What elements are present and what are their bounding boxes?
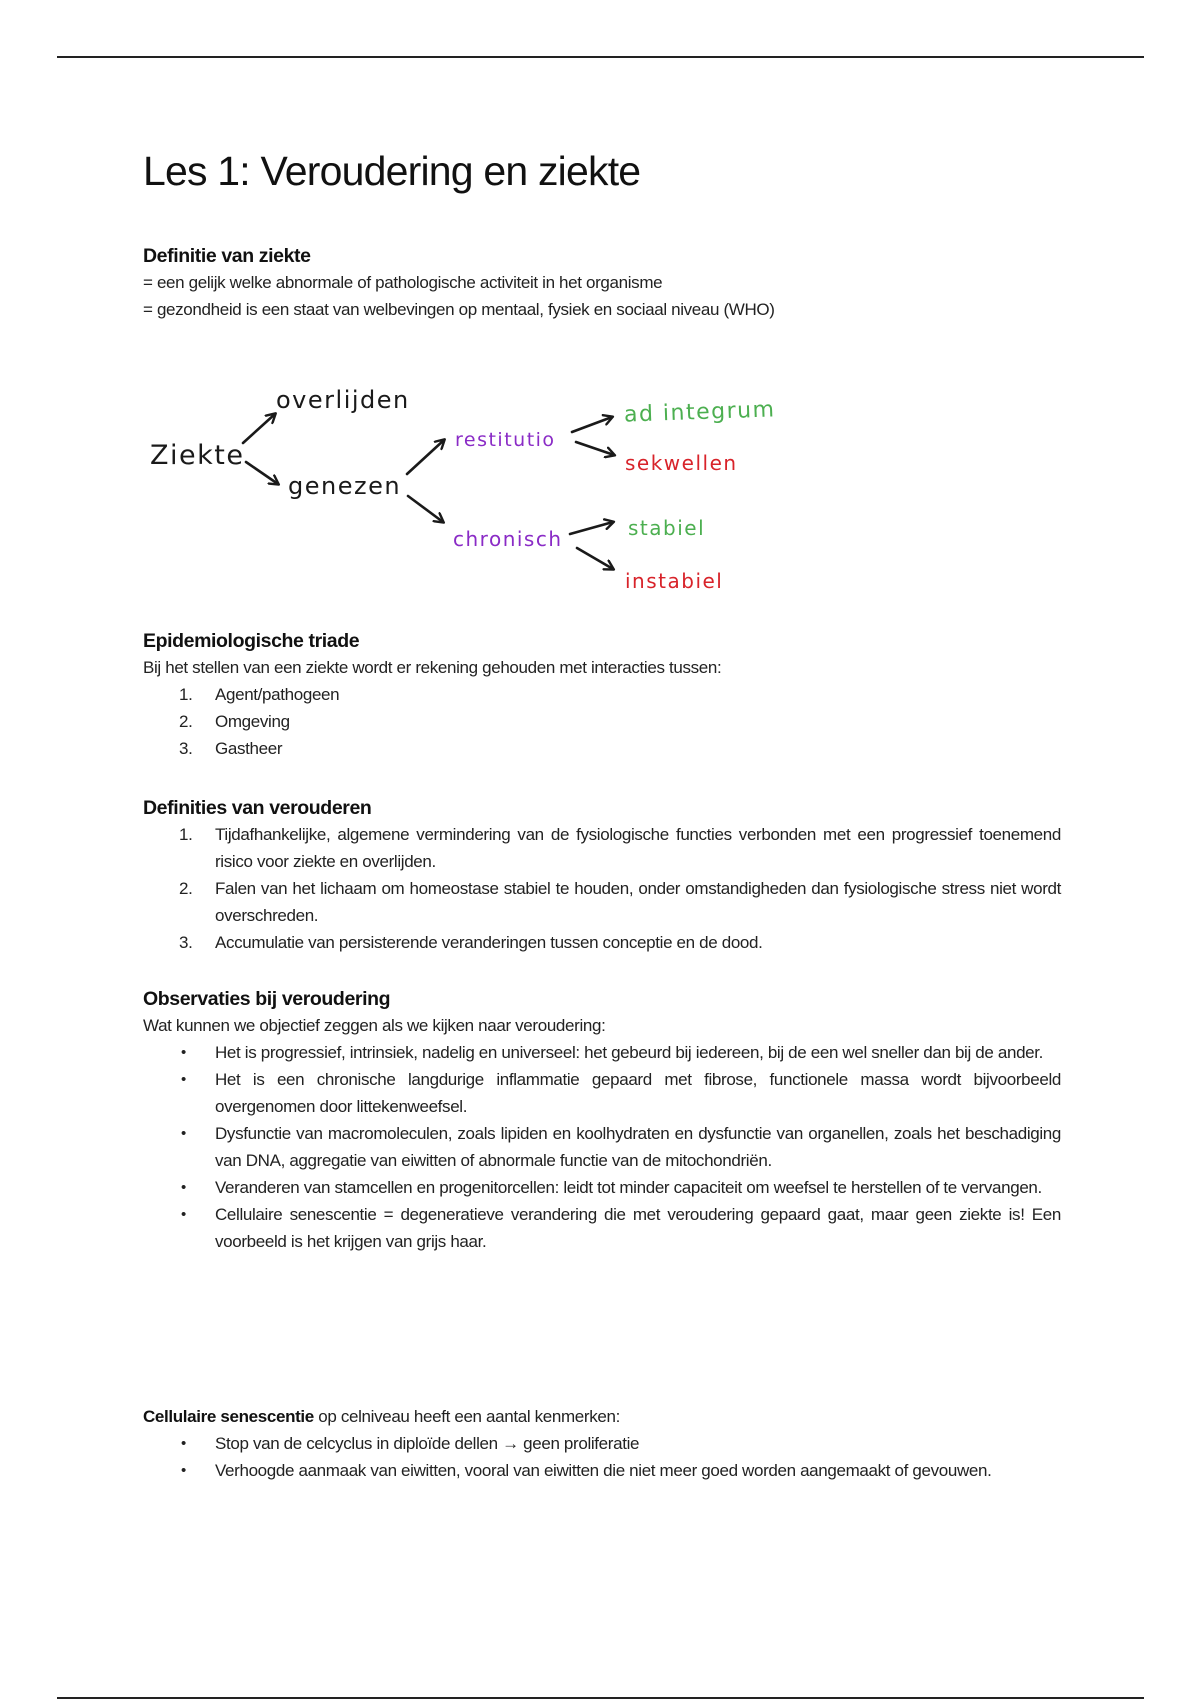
bullet-icon: • (181, 1071, 186, 1088)
diagram-node-genezen: genezen (288, 472, 402, 500)
arrow-icon (243, 414, 275, 443)
numbered-list (143, 821, 1061, 956)
page-title: Les 1: Veroudering en ziekte (143, 148, 641, 194)
list-item: • Verhoogde aanmaak van eiwitten, vooral van eiwitten die niet meer goed worden aangemaakt of gevouwen. (143, 1457, 1061, 1484)
bullet-icon: • (181, 1435, 186, 1452)
bullet-list (143, 1430, 1061, 1484)
section-heading: Definities van verouderen (143, 797, 372, 819)
list-item: 3. Accumulatie van persisterende veranderingen tussen conceptie en de dood. (143, 929, 1061, 956)
bullet-icon: • (181, 1125, 186, 1142)
arrow-icon (577, 548, 613, 569)
section-heading: Definitie van ziekte (143, 245, 311, 267)
list-item: 1. Tijdafhankelijke, algemene vermindering van de fysiologische functies verbonden met een progressief toenemend risico voor ziekte en overlijden. (143, 821, 1061, 875)
list-item: 2. Falen van het lichaam om homeostase stabiel te houden, onder omstandigheden dan fysiologische stress niet wordt overschreden. (143, 875, 1061, 929)
list-item: 3. Gastheer (143, 735, 1061, 762)
arrow-icon (572, 417, 612, 432)
bullet-icon: • (181, 1044, 186, 1061)
diagram-node-sekwellen: sekwellen (625, 451, 738, 475)
list-item: 1. Agent/pathogeen (143, 681, 1061, 708)
list-marker: 2. (179, 712, 193, 731)
arrow-icon (246, 462, 278, 484)
section-heading: Observaties bij veroudering (143, 988, 391, 1010)
bullet-icon: • (181, 1462, 186, 1479)
list-marker: 2. (179, 879, 193, 898)
diagram-node-stabiel: stabiel (628, 516, 706, 540)
bullet-list (143, 1039, 1061, 1255)
diagram-node-restitutio: restitutio (455, 429, 556, 451)
list-item: • Veranderen van stamcellen en progenitorcellen: leidt tot minder capaciteit om weefsel te herstellen of te vervangen. (143, 1174, 1061, 1201)
list-item: • Dysfunctie van macromoleculen, zoals lipiden en koolhydraten en dysfunctie van organellen, zoals het beschadiging van DNA, aggregatie van eiwitten of abnormale functie van de mitochondriën. (143, 1120, 1061, 1174)
arrow-icon (576, 442, 614, 455)
arrow-icon (408, 496, 443, 522)
section-definitie-ziekte (143, 243, 1061, 323)
section-cellulaire-senescentie (143, 1403, 1061, 1484)
list-item: • Het is een chronische langdurige inflammatie gepaard met fibrose, functionele massa wordt bijvoorbeeld overgenomen door littekenweefsel. (143, 1066, 1061, 1120)
definition-line: = een gelijk welke abnormale of pathologische activiteit in het organisme (143, 273, 663, 292)
bullet-icon: • (181, 1179, 186, 1196)
section-intro: Wat kunnen we objectief zeggen als we kijken naar veroudering: (143, 1016, 606, 1035)
list-item: • Het is progressief, intrinsiek, nadelig en universeel: het gebeurd bij iedereen, bij de een wel sneller dan bij de ander. (143, 1039, 1061, 1066)
section-heading: Epidemiologische triade (143, 630, 360, 652)
definition-line: = gezondheid is een staat van welbevingen op mentaal, fysiek en sociaal niveau (WHO) (143, 300, 775, 319)
section-observaties (143, 986, 1061, 1255)
diagram-node-instabiel: instabiel (625, 569, 724, 593)
list-item: 2. Omgeving (143, 708, 1061, 735)
footer-rule (57, 1697, 1144, 1699)
list-marker: 3. (179, 933, 193, 952)
bullet-icon: • (181, 1206, 186, 1223)
arrow-icon (570, 522, 613, 534)
list-item: • Stop van de celcyclus in diploïde dellen → geen proliferatie (143, 1430, 1061, 1457)
section-definities-verouderen (143, 795, 1061, 956)
diagram-node-ad-integrum: ad integrum (623, 397, 776, 428)
arrow-icon (407, 440, 444, 474)
header-rule (57, 56, 1144, 58)
section-intro: Bij het stellen van een ziekte wordt er rekening gehouden met interacties tussen: (143, 658, 722, 677)
diagram-node-ziekte: Ziekte (150, 440, 245, 471)
section-intro: Cellulaire senescentie op celniveau heeft een aantal kenmerken: (143, 1407, 620, 1426)
list-marker: 1. (179, 685, 193, 704)
bold-term: Cellulaire senescentie (143, 1407, 314, 1426)
list-marker: 1. (179, 825, 193, 844)
diagram-node-overlijden: overlijden (276, 386, 410, 414)
list-marker: 3. (179, 739, 193, 758)
numbered-list (143, 681, 1061, 762)
diagram-node-chronisch: chronisch (453, 527, 563, 551)
list-item: • Cellulaire senescentie = degeneratieve verandering die met veroudering gepaard gaat, maar geen ziekte is! Een voorbeeld is het krijgen van grijs haar. (143, 1201, 1061, 1255)
section-epidemiologische-triade (143, 628, 1061, 762)
